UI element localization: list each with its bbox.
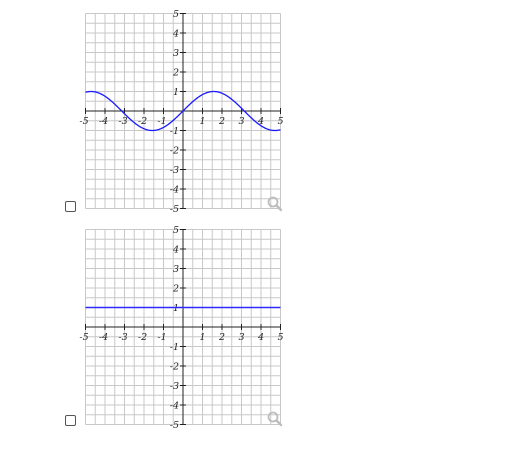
y-tick-label: 4	[172, 244, 179, 256]
y-tick-label: -5	[169, 204, 179, 215]
y-tick-label: -4	[169, 400, 179, 412]
y-tick-label: -2	[169, 361, 179, 373]
x-tick-label: 3	[238, 332, 245, 343]
y-tick-label: -1	[169, 126, 179, 137]
x-tick-label: 1	[199, 332, 206, 343]
x-tick-label: -3	[118, 332, 128, 343]
y-tick-label: 3	[172, 264, 179, 275]
answer-option-1	[0, 0, 505, 215]
x-tick-label: 5	[277, 332, 284, 343]
y-tick-label: 2	[172, 67, 179, 79]
y-tick-label: 3	[172, 48, 179, 59]
x-tick-label: -2	[137, 116, 148, 127]
x-tick-label: 1	[199, 116, 206, 127]
x-tick-label: 2	[218, 116, 226, 127]
y-tick-label: -4	[169, 184, 179, 196]
answer-option-2	[0, 216, 505, 431]
x-tick-label: -1	[157, 116, 167, 127]
y-tick-label: 4	[172, 28, 179, 40]
y-tick-label: 1	[172, 303, 179, 314]
option-2-graph	[79, 225, 284, 431]
x-tick-label: 3	[238, 116, 245, 127]
x-tick-label: -3	[118, 116, 128, 127]
y-tick-label: 5	[172, 225, 179, 236]
option-1-checkbox[interactable]	[65, 201, 76, 212]
x-tick-label: -1	[157, 332, 167, 343]
y-tick-label: -2	[169, 145, 179, 157]
x-tick-label: -5	[79, 116, 89, 127]
y-tick-label: -5	[169, 420, 179, 431]
option-1-graph	[79, 9, 284, 215]
y-tick-label: 5	[172, 9, 179, 20]
option-2-zoom-icon[interactable]	[266, 410, 284, 428]
x-tick-label: 4	[257, 116, 265, 127]
y-tick-label: 1	[172, 87, 179, 98]
option-2-checkbox[interactable]	[65, 415, 76, 426]
x-tick-label: 4	[257, 332, 265, 343]
y-tick-label: -3	[169, 381, 179, 392]
x-tick-label: -4	[98, 332, 109, 343]
y-tick-label: -3	[169, 165, 179, 176]
option-1-zoom-icon[interactable]	[266, 195, 284, 213]
x-tick-label: -5	[79, 332, 89, 343]
x-tick-label: 5	[277, 116, 284, 127]
y-tick-label: -1	[169, 342, 179, 353]
x-tick-label: 2	[218, 332, 226, 343]
y-tick-label: 2	[172, 283, 179, 295]
x-tick-label: -2	[137, 332, 148, 343]
x-tick-label: -4	[98, 116, 109, 127]
